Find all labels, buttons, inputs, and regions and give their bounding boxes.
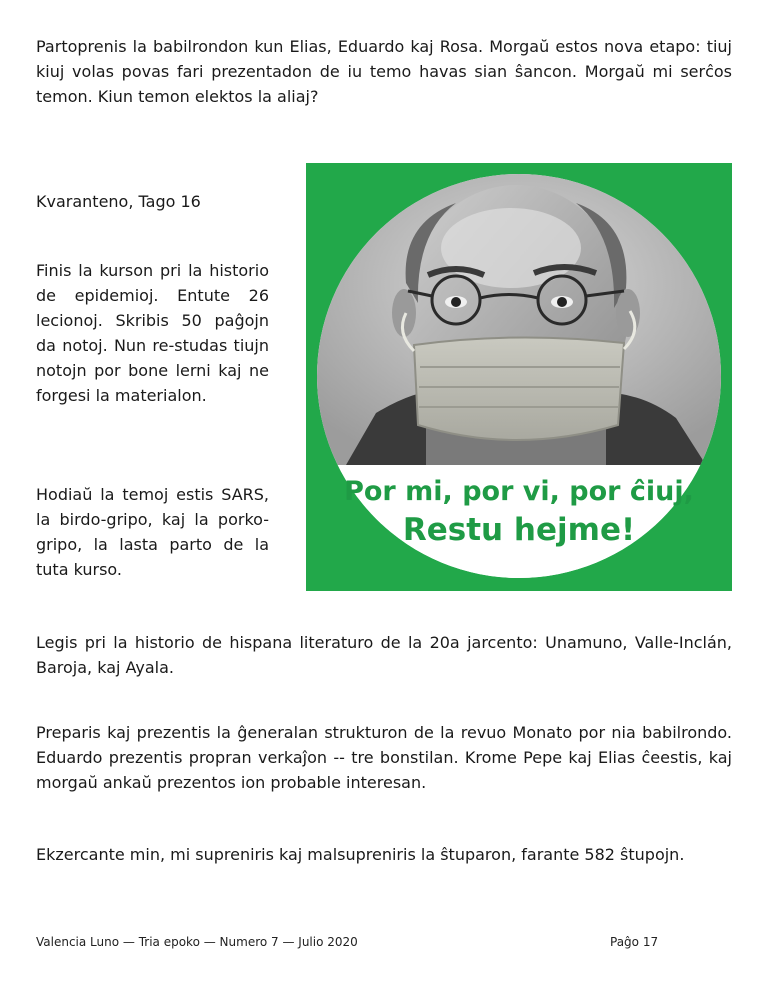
poster-slogan-line2: Restu hejme! (402, 512, 636, 548)
literature-paragraph: Legis pri la historio de hispana literaturo de la 20a jarcento: Unamuno, Valle-Inclán, Baroja, kaj Ayala. (36, 633, 732, 677)
footer-publication: Valencia Luno — Tria epoko — Numero 7 — Julio 2020 (36, 935, 358, 949)
monato-paragraph: Preparis kaj prezentis la ĝeneralan strukturon de la revuo Monato por nia babilrondo. Eduardo prezentis propran verkaĵon -- tre bonstilan. Krome Pepe kaj Elias ĉeestis, kaj morgaŭ ankaŭ prezentos ion probable interesan. (36, 723, 732, 792)
column-paragraph-course: Finis la kurson pri la historio de epidemioj. Entute 26 lecionoj. Skribis 50 paĝojn da notoj. Nun re-studas tiujn notojn por bone lerni kaj ne forgesi la materialon. (36, 261, 269, 405)
stay-home-poster (306, 163, 732, 591)
masked-portrait-icon (306, 163, 732, 591)
footer-page-number: Paĝo 17 (610, 935, 659, 949)
poster-slogan-line1: Por mi, por vi, por ĉiuj, (344, 476, 694, 507)
column-paragraph-topics: Hodiaŭ la temoj estis SARS, la birdo-gripo, kaj la porko-gripo, la lasta parto de la tuta kurso. (36, 485, 269, 579)
exercise-paragraph: Ekzercante min, mi supreniris kaj malsupreniris la ŝtuparon, farante 582 ŝtupojn. (36, 845, 685, 864)
intro-paragraph: Partoprenis la babilrondon kun Elias, Eduardo kaj Rosa. Morgaŭ estos nova etapo: tiuj kiuj volas povas fari prezentadon de iu temo havas sian ŝancon. Morgaŭ mi serĉos temon. Kiun temon elektos la aliaj? (36, 37, 732, 106)
date-heading: Kvaranteno, Tago 16 (36, 192, 201, 211)
